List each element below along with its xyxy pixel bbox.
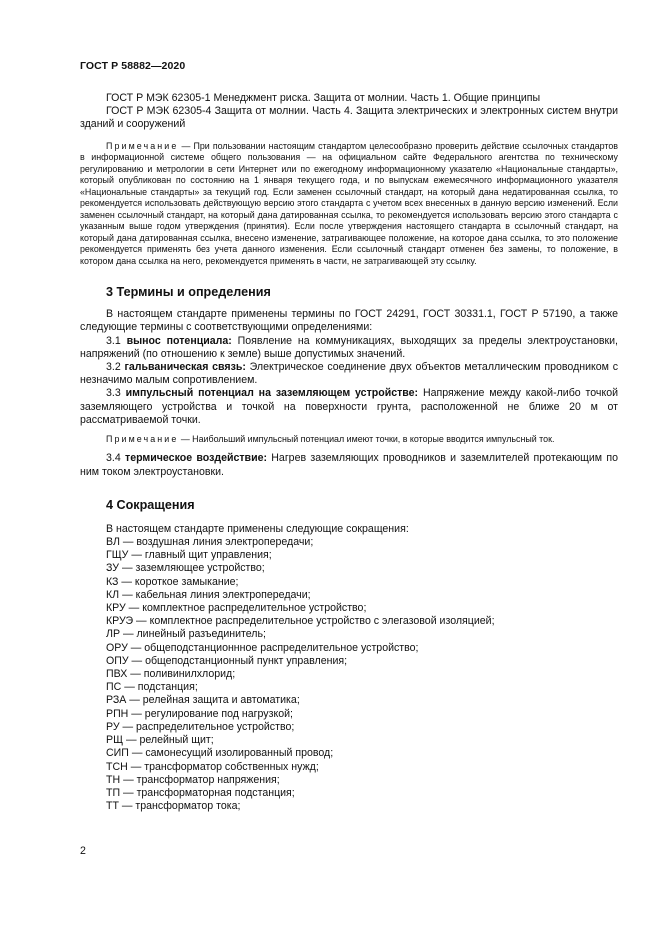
list-item: КРУЭ — комплектное распределительное устройство с элегазовой изоляцией; [106, 615, 495, 628]
list-item: ТТ — трансформатор тока; [106, 800, 241, 813]
term-definition: Появление на коммуникациях, выходящих за пределы электроустановки, напряжений (по отношению к земле) выше допустимых значений. [80, 334, 618, 360]
list-item: РПН — регулирование под нагрузкой; [106, 707, 293, 720]
list-item: ТСН — трансформатор собственных нужд; [106, 760, 319, 773]
term-definition: Электрическое соединение двух объектов металлическим проводником с незначимо малым сопротивлением. [80, 360, 618, 387]
term-3-2: 3.2 гальваническая связь: Электрическое соединение двух объектов металлическим проводником с незначимо малым сопротивлением. [80, 360, 618, 387]
term-name: импульсный потенциал на заземляющем устройстве: [125, 387, 419, 400]
list-item: ТН — трансформатор напряжения; [106, 773, 280, 786]
list-item: КРУ — комплектное распределительное устройство; [106, 602, 367, 615]
term-3-1: 3.1 вынос потенциала: Появление на коммуникациях, выходящих за пределы электроустановки, напряжений (по отношению к земле) выше допустимых значений. [80, 334, 618, 360]
term-name: гальваническая связь: [124, 360, 246, 373]
abbreviations-list [80, 523, 618, 813]
list-item: ПВХ — поливинилхлорид; [106, 668, 236, 681]
page-number: 2 [80, 845, 86, 857]
term-definition: Нагрев заземляющих проводников и заземлителей протекающим по ним током электроустановки. [80, 452, 618, 478]
list-item: СИП — самонесущий изолированный провод; [106, 747, 334, 760]
list-item: ОРУ — общеподстанционнное распределительное устройство; [106, 641, 419, 654]
page-header: ГОСТ Р 58882—2020 [80, 60, 186, 72]
note-label: Примечание [106, 433, 179, 444]
section-4-title: 4 Сокращения [106, 497, 195, 512]
page-content [80, 92, 618, 813]
term-3-3: 3.3 импульсный потенциал на заземляющем устройстве: Напряжение между какой-либо точкой заземляющего устройства и точкой на поверхности грунта, расположенной не ближе 20 м от рассматриваемой точки. [80, 387, 619, 426]
note-text: — Наибольший импульсный потенциал имеют точки, в которые вводится импульсный ток. [178, 433, 555, 444]
list-item: ТП — трансформаторная подстанция; [106, 786, 295, 799]
reference-2: ГОСТ Р МЭК 62305-4 Защита от молнии. Часть 4. Защита электрических и электронных систем внутри зданий и сооружений [80, 105, 618, 131]
abbreviations-intro: В настоящем стандарте применены следующие сокращения: [106, 522, 409, 535]
term-name: вынос потенциала: [126, 334, 232, 347]
list-item: ГЩУ — главный щит управления; [106, 549, 272, 562]
list-item: ЗУ — заземляющее устройство; [106, 562, 265, 575]
note-term-3-3 [80, 434, 618, 446]
note-label: Примечание [106, 140, 179, 151]
list-item: РЩ — релейный щит; [106, 734, 214, 747]
list-item: ОПУ — общеподстанционный пункт управления; [106, 654, 348, 667]
reference-1: ГОСТ Р МЭК 62305-1 Менеджмент риска. Защита от молнии. Часть 1. Общие принципы [106, 92, 541, 104]
section-3-title: 3 Термины и определения [106, 285, 271, 300]
list-item: РЗА — релейная защита и автоматика; [106, 694, 300, 707]
list-item: КЗ — короткое замыкание; [106, 575, 239, 588]
term-definition: Напряжение между какой-либо точкой заземляющего устройства и точкой на поверхности грунта, расположенной не ближе 20 м от рассматриваемой точки. [80, 387, 619, 426]
list-item: ВЛ — воздушная линия электропередачи; [106, 536, 314, 549]
list-item: КЛ — кабельная линия электропередачи; [106, 588, 311, 601]
term-name: термическое воздействие: [125, 452, 267, 465]
list-item: ПС — подстанция; [106, 681, 198, 694]
note-text: — При пользовании настоящим стандартом целесообразно проверить действие ссылочных стандартов в информационной системе общего пользования — на официальном сайте Федерального агентства по техническому регулированию и метрологии в сети Интернет или по ежегодному информационному указателю «Национальные стандарты», который опубликован по состоянию на 1 января текущего года, и по выпускам ежемесячного информационного указателя «Национальные стандарты» за текущий год. Если заменен ссылочный стандарт, на который дана недатированная ссылка, то рекомендуется использовать действующую версию этого стандарта с учетом всех внесенных в данную версию изменений. Если заменен ссылочный стандарт, на который дана датированная ссылка, то рекомендуется использовать версию этого стандарта с указанным выше годом утверждения (принятия). Если после утверждения настоящего стандарта в ссылочный стандарт, на который дана датированная ссылка, внесено изменение, затрагивающее положение, на которое дана ссылка, то это положение рекомендуется применять без учета данного изменения. Если ссылочный стандарт отменен без замены, то положение, в котором дана ссылка на него, рекомендуется применять в части, не затрагивающей эту ссылку. [80, 140, 618, 266]
list-item: ЛР — линейный разъединитель; [106, 628, 266, 641]
term-3-4: 3.4 термическое воздействие: Нагрев заземляющих проводников и заземлителей протекающим по ним током электроустановки. [80, 452, 618, 478]
note-references [80, 141, 618, 268]
list-item: РУ — распределительное устройство; [106, 720, 295, 733]
section-3-intro: В настоящем стандарте применены термины по ГОСТ 24291, ГОСТ 30331.1, ГОСТ Р 57190, а также следующие термины с соответствующими определениями: [80, 308, 618, 334]
